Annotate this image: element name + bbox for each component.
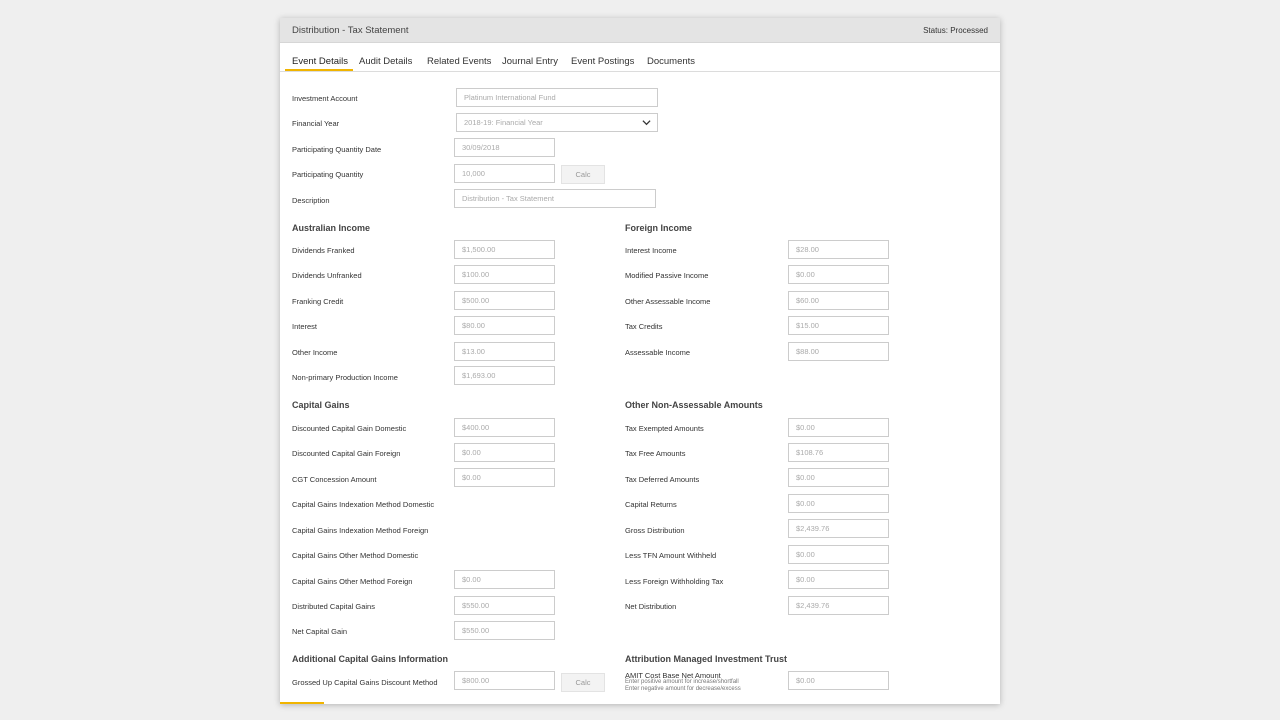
cgt-concession-field[interactable]: $0.00	[454, 468, 555, 487]
capital-returns-label: Capital Returns	[625, 500, 677, 509]
interest-income-label: Interest Income	[625, 246, 677, 255]
amit-cost-base-label: AMIT Cost Base Net Amount	[625, 671, 721, 680]
tax-free-label: Tax Free Amounts	[625, 449, 686, 458]
description-label: Description	[292, 196, 330, 205]
investment-account-label: Investment Account	[292, 94, 358, 103]
tax-deferred-field[interactable]: $0.00	[788, 468, 889, 487]
amit-cost-base-field[interactable]: $0.00	[788, 671, 889, 690]
window-title: Distribution - Tax Statement	[292, 25, 409, 36]
net-distribution-label: Net Distribution	[625, 602, 677, 611]
tab-documents[interactable]: Documents	[647, 56, 696, 67]
grossed-up-cg-label: Grossed Up Capital Gains Discount Method	[292, 678, 438, 687]
gross-distribution-field[interactable]: $2,439.76	[788, 519, 889, 538]
discounted-cg-foreign-field[interactable]: $0.00	[454, 443, 555, 462]
cg-other-foreign-label: Capital Gains Other Method Foreign	[292, 577, 413, 586]
dividends-unfranked-label: Dividends Unfranked	[292, 271, 362, 280]
tax-free-field[interactable]: $108.76	[788, 443, 889, 462]
participating-quantity-field[interactable]: 10,000	[454, 164, 555, 183]
dividends-franked-field[interactable]: $1,500.00	[454, 240, 555, 259]
amit-hint-decrease: Enter negative amount for decrease/excess	[625, 686, 741, 692]
active-tab-indicator	[285, 69, 353, 71]
participating-quantity-date-field[interactable]: 30/09/2018	[454, 138, 555, 157]
cg-indexation-foreign-label: Capital Gains Indexation Method Foreign	[292, 526, 429, 535]
participating-quantity-date-label: Participating Quantity Date	[292, 145, 382, 154]
capital-returns-field[interactable]: $0.00	[788, 494, 889, 513]
cg-other-foreign-field[interactable]: $0.00	[454, 570, 555, 589]
australian-income-heading: Australian Income	[292, 223, 371, 233]
other-non-assessable-heading: Other Non-Assessable Amounts	[625, 400, 763, 410]
calc-grossed-up-button[interactable]: Calc	[561, 673, 605, 692]
calc-quantity-button[interactable]: Calc	[561, 165, 605, 184]
non-primary-production-income-label: Non-primary Production Income	[292, 373, 398, 382]
tab-journal-entry[interactable]: Journal Entry	[502, 56, 558, 67]
modified-passive-income-field[interactable]: $0.00	[788, 265, 889, 284]
non-primary-production-income-field[interactable]: $1,693.00	[454, 366, 555, 385]
less-foreign-withholding-label: Less Foreign Withholding Tax	[625, 577, 724, 586]
less-tfn-withheld-label: Less TFN Amount Withheld	[625, 551, 717, 560]
financial-year-value: 2018-19: Financial Year	[464, 118, 543, 127]
tax-deferred-label: Tax Deferred Amounts	[625, 475, 700, 484]
other-assessable-income-field[interactable]: $60.00	[788, 291, 889, 310]
window-titlebar	[280, 18, 1000, 43]
foreign-income-heading: Foreign Income	[625, 223, 693, 233]
tax-statement-window	[280, 18, 1000, 704]
assessable-income-field[interactable]: $88.00	[788, 342, 889, 361]
status-text: Status: Processed	[923, 26, 988, 35]
gross-distribution-label: Gross Distribution	[625, 526, 685, 535]
tab-event-details[interactable]: Event Details	[292, 56, 348, 67]
additional-cg-heading: Additional Capital Gains Information	[292, 654, 449, 664]
franking-credit-label: Franking Credit	[292, 297, 344, 306]
tax-credits-label: Tax Credits	[625, 322, 663, 331]
participating-quantity-label: Participating Quantity	[292, 170, 364, 179]
chevron-down-icon	[642, 118, 651, 127]
dividends-franked-label: Dividends Franked	[292, 246, 355, 255]
cgt-concession-label: CGT Concession Amount	[292, 475, 377, 484]
cg-other-domestic-label: Capital Gains Other Method Domestic	[292, 551, 419, 560]
dividends-unfranked-field[interactable]: $100.00	[454, 265, 555, 284]
modified-passive-income-label: Modified Passive Income	[625, 271, 709, 280]
tab-related-events[interactable]: Related Events	[427, 56, 492, 67]
capital-gains-heading: Capital Gains	[292, 400, 350, 410]
assessable-income-label: Assessable Income	[625, 348, 691, 357]
tax-credits-field[interactable]: $15.00	[788, 316, 889, 335]
net-capital-gain-field[interactable]: $550.00	[454, 621, 555, 640]
tab-audit-details[interactable]: Audit Details	[359, 56, 413, 67]
financial-year-select[interactable]	[456, 113, 658, 132]
other-assessable-income-label: Other Assessable Income	[625, 297, 711, 306]
cg-indexation-domestic-label: Capital Gains Indexation Method Domestic	[292, 500, 435, 509]
financial-year-label: Financial Year	[292, 119, 340, 128]
amit-heading: Attribution Managed Investment Trust	[625, 654, 788, 664]
investment-account-field[interactable]: Platinum International Fund	[456, 88, 658, 107]
tab-event-postings[interactable]: Event Postings	[571, 56, 635, 67]
bottom-accent-bar	[280, 702, 324, 704]
other-income-field[interactable]: $13.00	[454, 342, 555, 361]
tab-bar	[280, 44, 1000, 72]
distributed-cg-field[interactable]: $550.00	[454, 596, 555, 615]
net-capital-gain-label: Net Capital Gain	[292, 627, 348, 636]
description-field[interactable]: Distribution - Tax Statement	[454, 189, 656, 208]
discounted-cg-domestic-field[interactable]: $400.00	[454, 418, 555, 437]
interest-label: Interest	[292, 322, 318, 331]
franking-credit-field[interactable]: $500.00	[454, 291, 555, 310]
tax-exempted-field[interactable]: $0.00	[788, 418, 889, 437]
grossed-up-cg-field[interactable]: $800.00	[454, 671, 555, 690]
other-income-label: Other Income	[292, 348, 338, 357]
discounted-cg-domestic-label: Discounted Capital Gain Domestic	[292, 424, 407, 433]
distributed-cg-label: Distributed Capital Gains	[292, 602, 375, 611]
amit-hint-increase: Enter positive amount for increase/shortfall	[625, 679, 739, 685]
discounted-cg-foreign-label: Discounted Capital Gain Foreign	[292, 449, 401, 458]
less-tfn-withheld-field[interactable]: $0.00	[788, 545, 889, 564]
less-foreign-withholding-field[interactable]: $0.00	[788, 570, 889, 589]
net-distribution-field[interactable]: $2,439.76	[788, 596, 889, 615]
interest-field[interactable]: $80.00	[454, 316, 555, 335]
interest-income-field[interactable]: $28.00	[788, 240, 889, 259]
tax-exempted-label: Tax Exempted Amounts	[625, 424, 704, 433]
